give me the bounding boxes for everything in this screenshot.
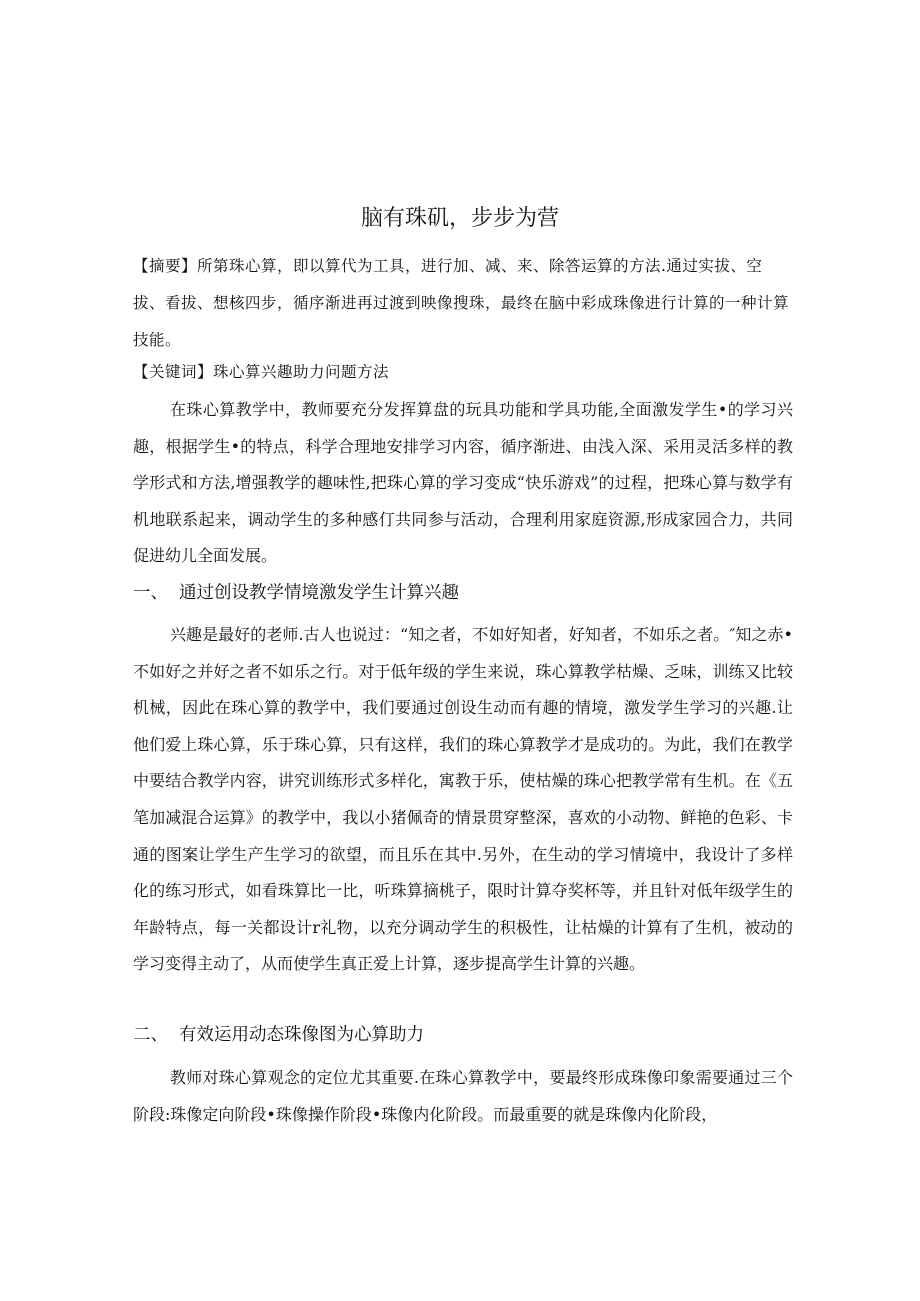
section-2-paragraph: 教师对珠心算观念的定位尤其重要.在珠心算教学中，要最终形成珠像印象需要通过三个阶段:珠像定向阶段•珠像操作阶段•珠像内化阶段。而最重要的就是珠像内化阶段，	[133, 1068, 793, 1124]
section-heading-text: 通过创设教学情境激发学生计算兴趣	[179, 583, 459, 603]
keywords-line: 【关键词】珠心算兴趣助力问题方法	[133, 363, 390, 381]
section-number: 二、	[133, 1025, 168, 1045]
section-heading-1	[133, 576, 793, 610]
section-number: 一、	[133, 583, 168, 603]
section-heading-2	[133, 1018, 793, 1052]
section-heading-text: 有效运用动态珠像图为心算助力	[179, 1025, 424, 1045]
document-title: 脑有珠矶，步步为营	[360, 206, 559, 231]
intro-paragraph: 在珠心算教学中，教师要充分发挥算盘的玩具功能和学具功能,全面激发学生•的学习兴趣，根据学生•的特点，科学合理地安排学习内容，循序渐进、由浅入深、采用灵活多样的教学形式和方法,增强教学的趣味性,把珠心算的学习变成“快乐游戏”的过程，把珠心算与数学有机地联系起来，调动学生的多种感仃共同参与活动，合理利用家庭资源,形成家园合力，共同促进幼儿全面发展。	[133, 400, 793, 566]
abstract-paragraph: 【摘要】所第珠心算，即以算代为工具，进行加、减、来、除答运算的方法.通过实拔、空拔、看拔、想核四步，循序渐进再过渡到映像搜珠，最终在脑中彩成珠像进行计算的一种计算技能。	[133, 257, 790, 349]
section-1-paragraph: 兴趣是最好的老师.古人也说过：“知之者，不如好知者，好知者，不如乐之者。″知之赤•不如好之并好之者不如乐之行。对于低年级的学生来说，珠心算教学枯燥、乏味，训练又比较机械，因此在珠心算的教学中，我们要通过创设生动而有趣的情境，激发学生学习的兴趣.让他们爱上珠心算，乐于珠心算，只有这样，我们的珠心算教学才是成功的。为此，我们在教学中要结合教学内容，讲究训练形式多样化，寓教于乐，使枯燥的珠心把教学常有生机。在《五笔加减混合运算》的教学中，我以小猪佩奇的情景贯穿整深，喜欢的小动物、鲜艳的色彩、卡通的图案让学生产生学习的欲望，而且乐在其中.另外，在生动的学习情境中，我设计了多样化的练习形式，如看珠算比一比，听珠算摘桃子，限时计算夺奖杯等，并且针对低年级学生的年龄特点，每一关都设计r礼物，以充分调动学生的积极性，让枯燥的计算有了生机，被动的学习变得主动了，从而使学生真正爱上计算，逐步提高学生计算的兴趣。	[133, 625, 793, 974]
